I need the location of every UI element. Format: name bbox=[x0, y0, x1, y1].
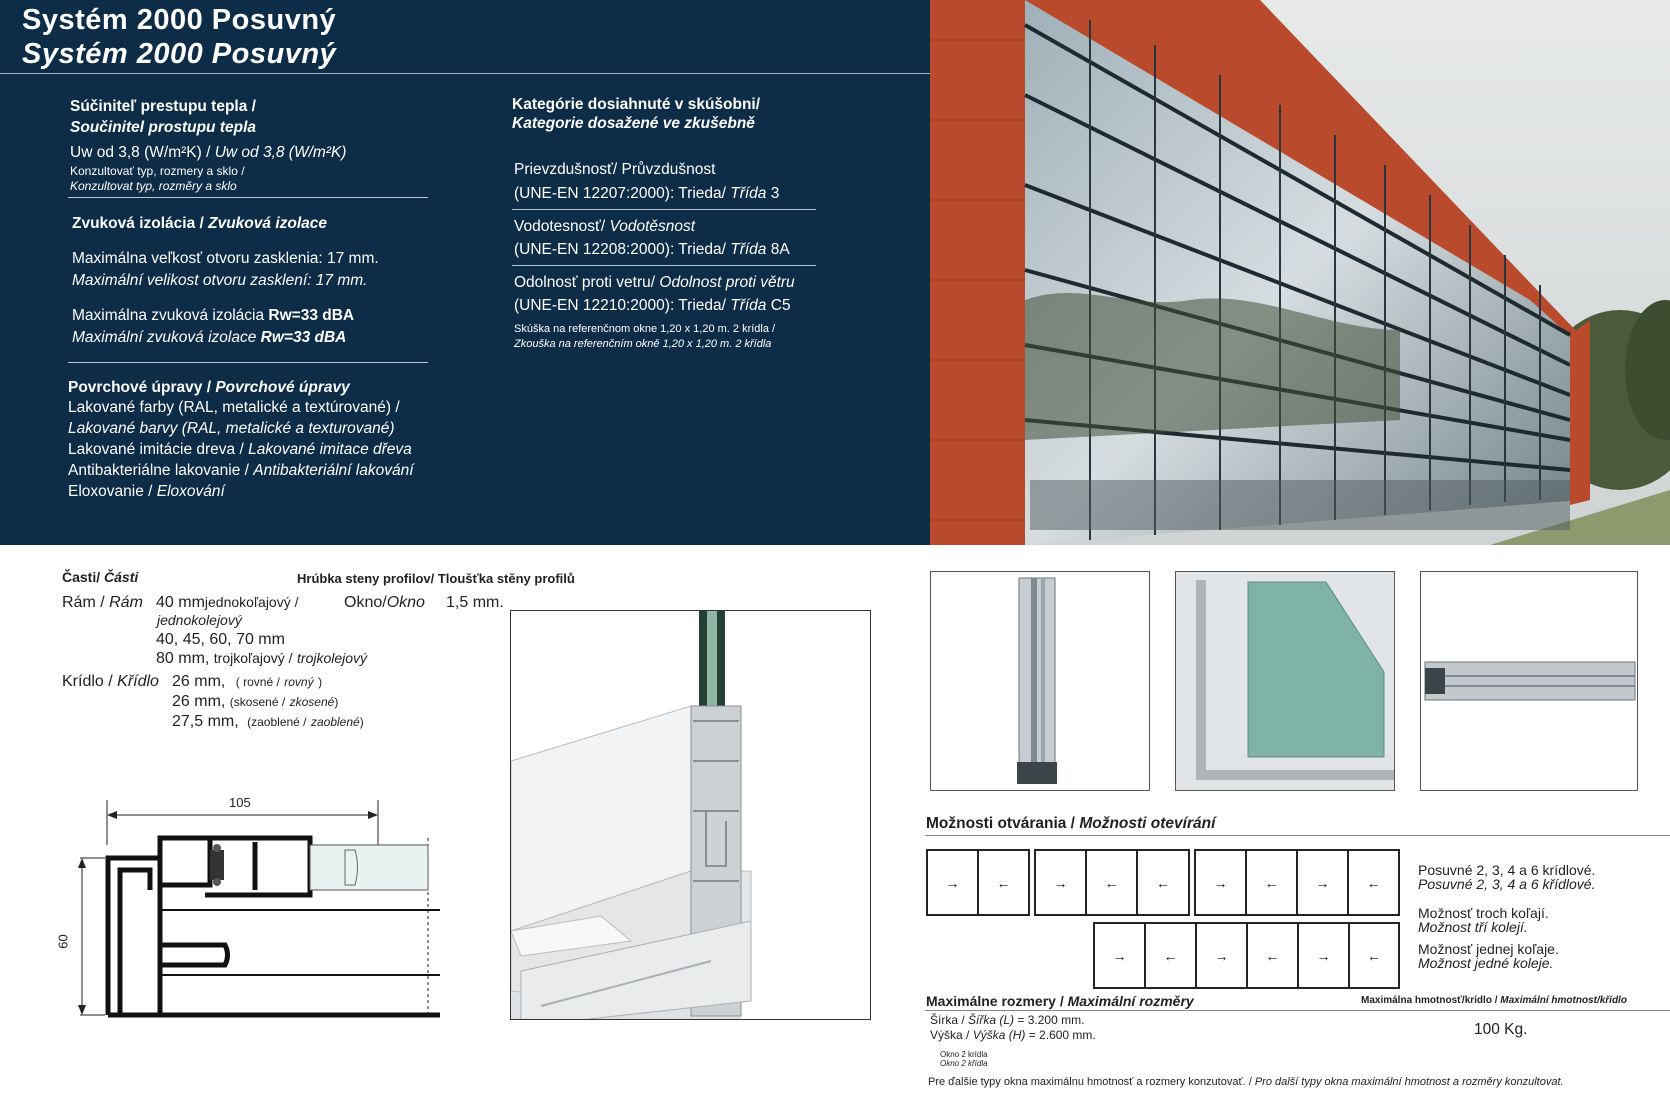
opening-desc-3-cz: Možnost jedné koleje. bbox=[1418, 955, 1554, 971]
opening-desc-1-sk: Posuvné 2, 3, 4 a 6 krídlové. bbox=[1418, 862, 1596, 878]
thumbnail-corner-detail bbox=[1175, 571, 1395, 791]
profile-3d-image bbox=[510, 610, 871, 1020]
opening-desc-3-sk: Možnosť jednej koľaje. bbox=[1418, 941, 1559, 957]
max-width bbox=[930, 1013, 1084, 1027]
sash-value-2 bbox=[172, 693, 338, 711]
wall-thickness-heading: Hrúbka steny profilov/ Tloušťka stěny profilů bbox=[297, 571, 575, 586]
divider bbox=[512, 265, 816, 266]
footnote-sk: Pre ďalšie typy okna maximálnu hmotnosť a rozmery konzutovať. / bbox=[928, 1076, 1252, 1088]
surface-item-sk: Lakované farby (RAL, metalické a textúrované) / bbox=[68, 399, 400, 416]
air-title-cz: Průvzdušnost bbox=[621, 161, 716, 178]
dimensions-heading-sk: Maximálne rozmery / bbox=[926, 993, 1064, 1009]
weight-heading-cz: Maximální hmotnost/křídlo bbox=[1500, 995, 1627, 1006]
vertical-section-illustration bbox=[931, 572, 1150, 791]
acoustic-rw-sk bbox=[72, 307, 354, 325]
frame-type-sk: trojkoľajový / bbox=[213, 650, 293, 666]
air-title-sk: Prievzdušnosť/ bbox=[514, 161, 618, 178]
height-dimension-label: 60 bbox=[55, 934, 71, 949]
surface-heading-sk: Povrchové úpravy / bbox=[68, 379, 212, 396]
water-value: 8A bbox=[770, 241, 790, 258]
weight-heading-sk: Maximálna hmotnosť/krídlo / bbox=[1361, 995, 1498, 1006]
surface-item-cz: Eloxování bbox=[156, 483, 225, 500]
arrow-left-icon: ← bbox=[1248, 924, 1299, 987]
thumbnail-vertical-section bbox=[930, 571, 1150, 791]
title-divider bbox=[0, 73, 930, 74]
sash-size: 26 mm, bbox=[172, 673, 226, 690]
max-width-cz: Šířka (L) bbox=[968, 1013, 1015, 1027]
thumbnail-horizontal-section bbox=[1420, 571, 1638, 791]
thermal-heading-cz: Součinitel prostupu tepla bbox=[70, 119, 257, 136]
water-class bbox=[514, 241, 790, 259]
acoustic-rw-sk-value: Rw=33 dBA bbox=[268, 307, 355, 324]
dimensions-heading-cz: Maximální rozměry bbox=[1067, 993, 1194, 1009]
surface-heading-cz: Povrchové úpravy bbox=[215, 379, 350, 396]
arrow-left-icon: ← bbox=[1156, 874, 1170, 891]
window-label-sk: Okno/ bbox=[344, 594, 387, 611]
window-label bbox=[344, 594, 425, 612]
acoustic-rw-sk-label: Maximálna zvuková izolácia bbox=[72, 307, 265, 324]
frame-type-cz: jednokolejový bbox=[157, 612, 242, 628]
arrow-right-icon: → bbox=[1036, 851, 1087, 914]
arrow-right-icon: → bbox=[1196, 851, 1247, 914]
water-title-cz: Vodotěsnost bbox=[609, 218, 696, 235]
max-width-sk: Šírka / bbox=[930, 1013, 965, 1027]
max-height-value: = 2.600 mm. bbox=[1028, 1028, 1096, 1042]
thermal-uw-cz: Uw od 3,8 (W/m²K) bbox=[214, 144, 347, 161]
frame-size: 40 mm bbox=[156, 594, 205, 611]
water-class-cz: Třída bbox=[730, 241, 767, 258]
acoustic-glass-cz: Maximální velikost otvoru zasklení: 17 mm. bbox=[72, 272, 368, 289]
footnote-cz: Pro další typy okna maximální hmotnost a rozměry konzultovat. bbox=[1254, 1076, 1564, 1088]
surface-item bbox=[68, 462, 414, 480]
dimensions-heading bbox=[926, 993, 1194, 1009]
parts-heading bbox=[62, 569, 138, 585]
window-thickness: 1,5 mm. bbox=[446, 594, 504, 611]
opening-desc-1-cz: Posuvné 2, 3, 4 a 6 křídlové. bbox=[1418, 876, 1596, 892]
sash-label-sk: Krídlo / bbox=[62, 673, 113, 690]
divider bbox=[68, 362, 428, 363]
opening-diagram-4-sash bbox=[1194, 849, 1400, 916]
surface-item-cz: Antibakteriální lakování bbox=[253, 462, 414, 479]
sash-type-sk: (zaoblené / bbox=[247, 715, 307, 729]
sash-value-1 bbox=[172, 673, 322, 691]
profile-section-drawing bbox=[60, 790, 460, 1030]
air-class-cz: Třída bbox=[730, 185, 767, 202]
surface-item-sk: Antibakteriálne lakovanie / bbox=[68, 462, 249, 479]
weight-heading bbox=[1361, 995, 1627, 1006]
opening-diagram-6-sash bbox=[1093, 922, 1400, 989]
opening-desc-2-cz: Možnost tří kolejí. bbox=[1418, 919, 1528, 935]
air-standard: (UNE-EN 12207:2000): Trieda/ bbox=[514, 185, 726, 202]
frame-label-cz: Rám bbox=[109, 594, 143, 611]
max-height bbox=[930, 1028, 1096, 1042]
surface-item bbox=[68, 420, 395, 438]
arrow-right-icon: → bbox=[1197, 924, 1248, 987]
opening-heading-cz: Možnosti otevírání bbox=[1079, 815, 1216, 832]
arrow-right-icon: → bbox=[1298, 851, 1349, 914]
width-dimension-label: 105 bbox=[229, 795, 251, 810]
categories-heading-cz: Kategorie dosažené ve zkušebně bbox=[512, 115, 755, 132]
sash-type-sk: ( rovné / bbox=[235, 675, 280, 689]
max-height-sk: Výška / bbox=[930, 1028, 970, 1042]
surface-item-cz: Lakované barvy (RAL, metalické a texturované) bbox=[68, 420, 395, 437]
wind-standard: (UNE-EN 12210:2000): Trieda/ bbox=[514, 297, 726, 314]
air-value: 3 bbox=[770, 185, 780, 202]
max-weight-value: 100 Kg. bbox=[1474, 1021, 1528, 1038]
thermal-note-cz: Konzultovat typ, rozměry a sklo bbox=[70, 179, 237, 193]
page-title: Systém 2000 Posuvný bbox=[22, 4, 337, 36]
acoustic-rw-cz-value: Rw=33 dBA bbox=[260, 329, 347, 346]
divider bbox=[925, 835, 1670, 836]
test-note-cz: Zkouška na referenčním okně 1,20 x 1,20 m. 2 křídla bbox=[514, 338, 772, 350]
arrow-left-icon: ← bbox=[1366, 874, 1381, 891]
sash-type-end: ) bbox=[334, 695, 339, 709]
thermal-uw-sk: Uw od 3,8 (W/m²K) bbox=[70, 144, 202, 161]
acoustic-rw-cz bbox=[72, 329, 346, 347]
header-banner bbox=[0, 0, 930, 545]
sash-type-sk: (skosené / bbox=[229, 695, 286, 709]
frame-type-sk: jednokoľajový / bbox=[204, 594, 299, 610]
sash-label-cz: Křídlo bbox=[117, 673, 159, 690]
surface-item bbox=[68, 441, 412, 459]
surface-item bbox=[68, 399, 400, 417]
frame-value-1 bbox=[156, 594, 299, 612]
arrow-right-icon: → bbox=[1299, 924, 1350, 987]
thermal-heading-sk: Súčiniteľ prestupu tepla / bbox=[70, 98, 256, 115]
sash-size: 27,5 mm, bbox=[172, 713, 239, 730]
divider bbox=[512, 209, 816, 210]
water-title bbox=[514, 218, 695, 236]
sash-type-cz: rovný bbox=[284, 675, 314, 689]
opening-diagram-3-sash bbox=[1034, 849, 1190, 916]
footnote bbox=[928, 1076, 1564, 1088]
frame-value-2: 40, 45, 60, 70 mm bbox=[156, 631, 285, 648]
opening-heading bbox=[926, 815, 1215, 833]
frame-size: 80 mm, bbox=[156, 650, 210, 667]
max-height-cz: Výška (H) bbox=[972, 1028, 1026, 1042]
acoustic-heading-cz: Zvuková izolace bbox=[208, 215, 328, 232]
opening-desc-2-sk: Možnosť troch koľají. bbox=[1418, 905, 1549, 921]
opening-diagram-2-sash bbox=[926, 849, 1030, 916]
frame-value-3 bbox=[156, 650, 367, 668]
air-class bbox=[514, 185, 779, 203]
surface-item-sk: Lakované imitácie dreva / bbox=[68, 441, 244, 458]
sash-type-end: ) bbox=[359, 715, 364, 729]
wind-title bbox=[514, 274, 795, 292]
arrow-right-icon: → bbox=[1095, 924, 1146, 987]
window-label-cz: Okno bbox=[386, 594, 425, 611]
acoustic-glass-sk: Maximálna veľkosť otvoru zasklenia: 17 mm. bbox=[72, 250, 379, 267]
frame-label-sk: Rám / bbox=[62, 594, 105, 611]
profile-3d-illustration bbox=[511, 611, 871, 1020]
test-note-sk: Skúška na referenčnom okne 1,20 x 1,20 m. 2 krídla / bbox=[514, 323, 776, 335]
window-caption-sk: Okno 2 krídla bbox=[940, 1050, 988, 1059]
arrow-right-icon: → bbox=[928, 851, 979, 914]
sash-type-end: ) bbox=[318, 675, 323, 689]
max-width-value: = 3.200 mm. bbox=[1017, 1013, 1085, 1027]
surface-heading bbox=[68, 379, 350, 397]
page-title-cz: Systém 2000 Posuvný bbox=[22, 38, 337, 70]
wind-value: C5 bbox=[770, 297, 791, 314]
sash-type-cz: zaoblené bbox=[310, 715, 360, 729]
surface-item-cz: Lakované imitace dřeva bbox=[248, 441, 412, 458]
sash-value-3 bbox=[172, 713, 364, 731]
acoustic-heading-sk: Zvuková izolácia / bbox=[72, 215, 204, 232]
arrow-left-icon: ← bbox=[996, 874, 1011, 891]
parts-heading-cz: Části bbox=[104, 569, 139, 585]
surface-item-sk: Eloxovanie / bbox=[68, 483, 153, 500]
wind-title-sk: Odolnosť proti vetru/ bbox=[514, 274, 656, 291]
parts-heading-sk: Časti/ bbox=[62, 569, 101, 585]
air-title bbox=[514, 161, 715, 179]
arrow-left-icon: ← bbox=[1146, 924, 1197, 987]
water-title-sk: Vodotesnosť/ bbox=[514, 218, 606, 235]
sash-type-cz: zkosené bbox=[289, 695, 335, 709]
divider bbox=[68, 197, 428, 198]
acoustic-rw-cz-label: Maximální zvuková izolace bbox=[72, 329, 257, 346]
thermal-uw-line bbox=[70, 144, 346, 162]
window-caption-cz: Okno 2 křídla bbox=[940, 1059, 988, 1068]
thermal-uw-separator: / bbox=[206, 144, 211, 161]
wind-title-cz: Odolnost proti větru bbox=[659, 274, 795, 291]
building-photo bbox=[930, 0, 1670, 545]
frame-label bbox=[62, 594, 143, 612]
thermal-note-sk: Konzultovať typ, rozmery a sklo / bbox=[70, 164, 245, 178]
water-standard: (UNE-EN 12208:2000): Trieda/ bbox=[514, 241, 726, 258]
sash-size: 26 mm, bbox=[172, 693, 226, 710]
surface-item bbox=[68, 483, 225, 501]
categories-heading-sk: Kategórie dosiahnuté v skúšobni/ bbox=[512, 96, 761, 113]
building-illustration bbox=[930, 0, 1670, 545]
wind-class-cz: Třída bbox=[730, 297, 767, 314]
sash-label bbox=[62, 673, 159, 691]
arrow-left-icon: ← bbox=[1247, 851, 1298, 914]
horizontal-section-illustration bbox=[1421, 572, 1638, 791]
frame-type-cz: trojkolejový bbox=[297, 650, 368, 666]
opening-heading-sk: Možnosti otvárania / bbox=[926, 815, 1075, 832]
acoustic-heading bbox=[72, 215, 327, 233]
wind-class bbox=[514, 297, 791, 315]
arrow-left-icon: ← bbox=[1367, 947, 1381, 964]
arrow-left-icon: ← bbox=[1087, 851, 1138, 914]
divider bbox=[925, 1010, 1670, 1011]
corner-detail-illustration bbox=[1176, 572, 1395, 791]
